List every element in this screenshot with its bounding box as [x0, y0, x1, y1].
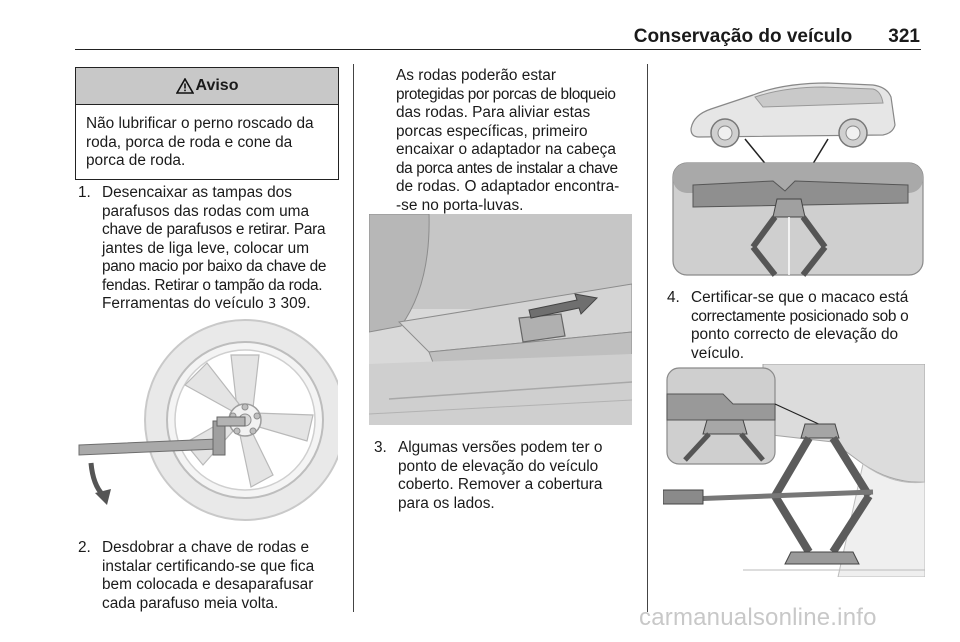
column-divider-right: [647, 64, 648, 612]
figure-wheel-wrench: [75, 313, 338, 525]
step-1-text: [102, 184, 352, 315]
text-line: instalar certificando-se que fica: [102, 557, 315, 575]
warning-line: roda, porca de roda e cone da: [86, 133, 293, 151]
text-line: correctamente posicionado sob o: [691, 307, 909, 325]
text-line: jantes de liga leve, colocar um: [102, 239, 310, 257]
warning-box: [75, 67, 339, 180]
text-line: bem colocada e desaparafusar: [102, 576, 314, 593]
text-line: Desencaixar as tampas dos: [102, 184, 292, 201]
step-number: 1.: [78, 184, 91, 201]
cross-ref-arrow-icon: 3: [267, 297, 277, 312]
text-line: -se no porta-luvas.: [396, 196, 524, 214]
text-line: chave de parafusos e retirar. Para: [102, 221, 326, 238]
warning-line: Não lubrificar o perno roscado da: [86, 115, 314, 132]
text-line: As rodas poderão estar: [396, 67, 556, 84]
step-number: 4.: [667, 289, 680, 306]
text-line: parafusos das rodas com uma: [102, 202, 310, 220]
figure-car-jack-point: [663, 67, 925, 278]
text-line: Certificar-se que o macaco está: [691, 289, 909, 306]
text-line: das rodas. Para aliviar estas: [396, 104, 591, 121]
text-line: de rodas. O adaptador encontra-: [396, 178, 620, 195]
warning-heading-text: Aviso: [195, 77, 239, 94]
page-title: Conservação do veículo: [633, 26, 853, 47]
step-3-text: [398, 439, 643, 513]
text-line: ponto correcto de elevação do: [691, 326, 899, 343]
jack-detail-inset: [667, 368, 775, 464]
jack-point-inset: [673, 163, 923, 275]
warning-triangle-icon: [176, 78, 194, 94]
text-line: Algumas versões podem ter o: [398, 439, 603, 456]
text-line: [102, 295, 352, 315]
text-line: cada parafuso meia volta.: [102, 594, 279, 612]
figure-scissor-jack: [663, 364, 925, 577]
text-line: coberto. Remover a cobertura: [398, 476, 603, 493]
text-line: veículo.: [691, 344, 745, 362]
text-line: fendas. Retirar o tampão da roda.: [102, 276, 323, 294]
text-line: Desdobrar a chave de rodas e: [102, 539, 310, 556]
page-header: [634, 26, 920, 50]
warning-line: porca de roda.: [86, 152, 186, 169]
cross-ref-text: Ferramentas do veículo: [102, 295, 264, 312]
text-line: ponto de elevação do veículo: [398, 457, 599, 475]
cross-ref-page: 309.: [280, 295, 311, 312]
warning-text: [76, 105, 338, 179]
text-line: encaixar o adaptador na cabeça: [396, 141, 616, 158]
step-number: 2.: [78, 539, 91, 556]
figure-sill-cover: [369, 214, 632, 425]
text-line: da porca antes de instalar a chave: [396, 159, 618, 177]
step-2-text: [102, 539, 352, 613]
text-line: para os lados.: [398, 494, 495, 512]
text-line: protegidas por porcas de bloqueio: [396, 85, 616, 103]
step-number: 3.: [374, 439, 387, 456]
lock-nut-paragraph: [396, 67, 641, 215]
watermark: carmanualsonline.info: [639, 604, 877, 631]
warning-heading: [76, 68, 338, 105]
text-line: pano macio por baixo da chave de: [102, 258, 327, 275]
step-4-text: [691, 289, 936, 363]
header-rule: [75, 49, 921, 50]
text-line: porcas específicas, primeiro: [396, 122, 588, 140]
page-number: 321: [888, 26, 920, 47]
column-divider-left: [353, 64, 354, 612]
